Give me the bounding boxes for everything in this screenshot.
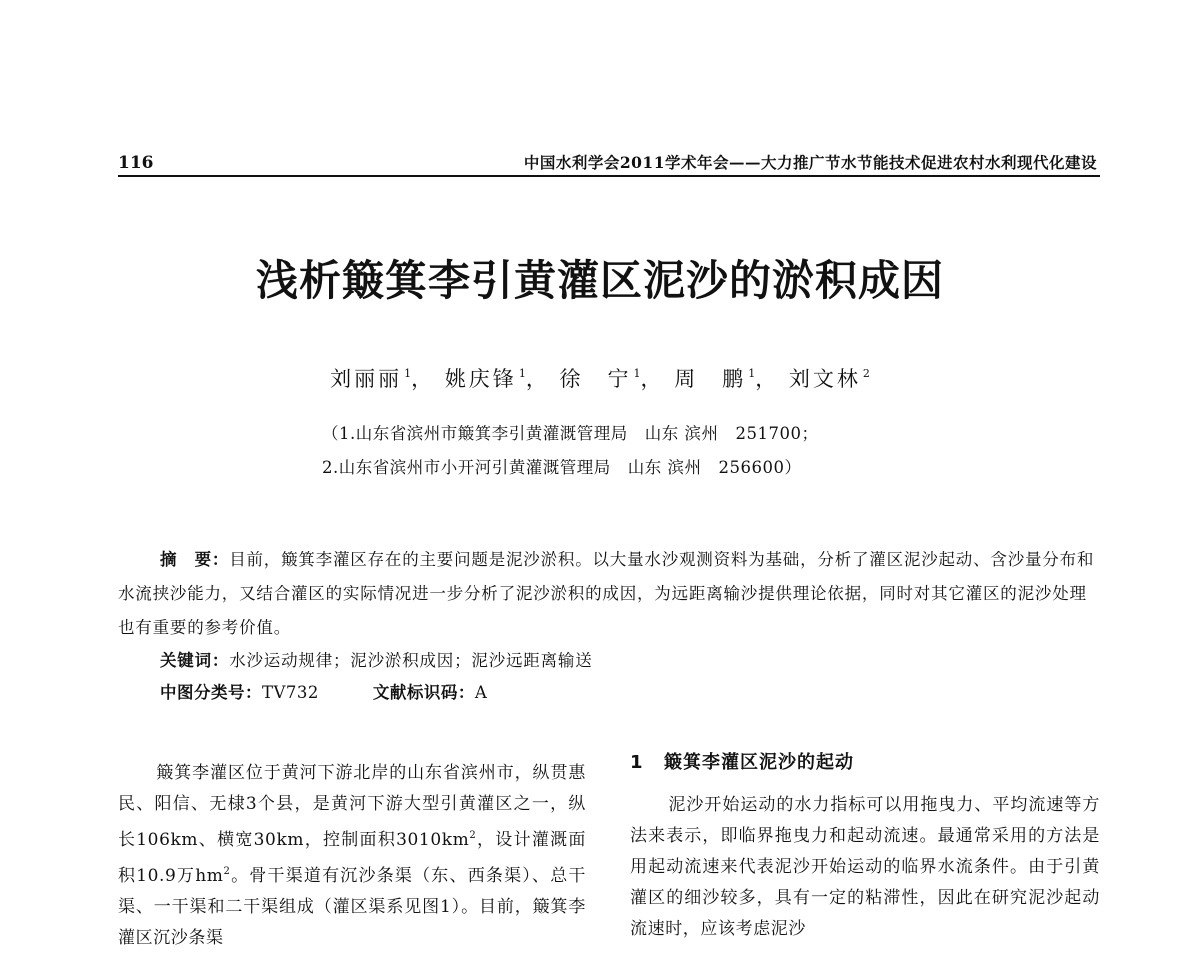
abstract-text: 目前，簸箕李灌区存在的主要问题是泥沙淤积。以大量水沙观测资料为基础，分析了灌区泥沙起动、含沙量分布和水流挟沙能力，又结合灌区的实际情况进一步分析了泥沙淤积的成因，为远距离输沙提供理论依据，同时对其它灌区的泥沙处理也有重要的参考价值。 (118, 550, 1095, 637)
header-rule (118, 175, 1100, 177)
section-title: 簸箕李灌区泥沙的起动 (664, 752, 854, 773)
body-left-column (118, 758, 586, 954)
doc-code-label: 文献标识码： (372, 683, 475, 702)
classification-line (160, 679, 487, 703)
affiliation-2: 2.山东省滨州市小开河引黄灌溉管理局 山东 滨州 256600） (322, 458, 802, 477)
author-affiliation-mark: 1 (518, 367, 526, 380)
author-affiliation-mark: 1 (748, 367, 756, 380)
author-name: 徐 宁 (559, 367, 632, 391)
body-text: 簸箕李灌区位于黄河下游北岸的山东省滨州市，纵贯惠民、阳信、无棣3个县，是黄河下游大型引黄灌区之一，纵长106km、横宽30km，控制面积3010km (118, 763, 586, 850)
body-text: 。骨干渠道有沉沙条渠（东、西条渠）、总干渠、一干渠和二干渠组成（灌区渠系见图1）。目前，簸箕李灌区沉沙条渠 (118, 866, 586, 948)
author-name: 刘文林 (788, 367, 861, 391)
abstract-label: 摘 要： (160, 550, 230, 569)
keywords-line (160, 647, 593, 671)
author-affiliation-mark: 1 (404, 367, 412, 380)
section-number: 1 (630, 752, 644, 773)
abstract-block (118, 543, 1100, 645)
clc-label: 中图分类号： (160, 683, 262, 702)
keywords-text: 水沙运动规律；泥沙淤积成因；泥沙远距离输送 (229, 651, 593, 670)
article-title: 浅析簸箕李引黄灌区泥沙的淤积成因 (255, 256, 944, 305)
keywords-label: 关键词： (160, 651, 230, 670)
running-header: 中国水利学会2011学术年会——大力推广节水节能技术促进农村水利现代化建设 (523, 153, 1097, 172)
page-number: 116 (118, 153, 154, 173)
superscript: 2 (223, 866, 231, 877)
affiliation-1: （1.山东省滨州市簸箕李引黄灌溉管理局 山东 滨州 251700； (322, 424, 819, 443)
body-text: ，设计灌溉面积10.9万hm (118, 830, 586, 886)
author-affiliation-mark: 1 (633, 367, 641, 380)
body-text: 泥沙开始运动的水力指标可以用拖曳力、平均流速等方法来表示，即临界拖曳力和起动流速。最通常采用的方法是用起动流速来代表泥沙开始运动的临界水流条件。由于引黄灌区的细沙较多，具有一定的粘滞性，因此在研究泥沙起动流速时，应该考虑泥沙 (630, 795, 1100, 939)
doc-code-value: A (474, 683, 488, 702)
section-heading (630, 748, 854, 774)
superscript: 2 (469, 830, 477, 841)
author-name: 刘丽丽 (330, 367, 403, 391)
author-name: 周 鹏 (674, 367, 747, 391)
author-affiliation-mark: 2 (862, 367, 870, 380)
clc-value: TV732 (262, 683, 319, 702)
author-name: 姚庆锋 (444, 367, 517, 391)
author-list: 刘丽丽 $^1$， 姚庆锋 $^1$， 徐 宁 $^1$， 周 鹏 $^1$， 刘文林 $^2$ (330, 367, 870, 391)
body-right-column (630, 790, 1100, 945)
